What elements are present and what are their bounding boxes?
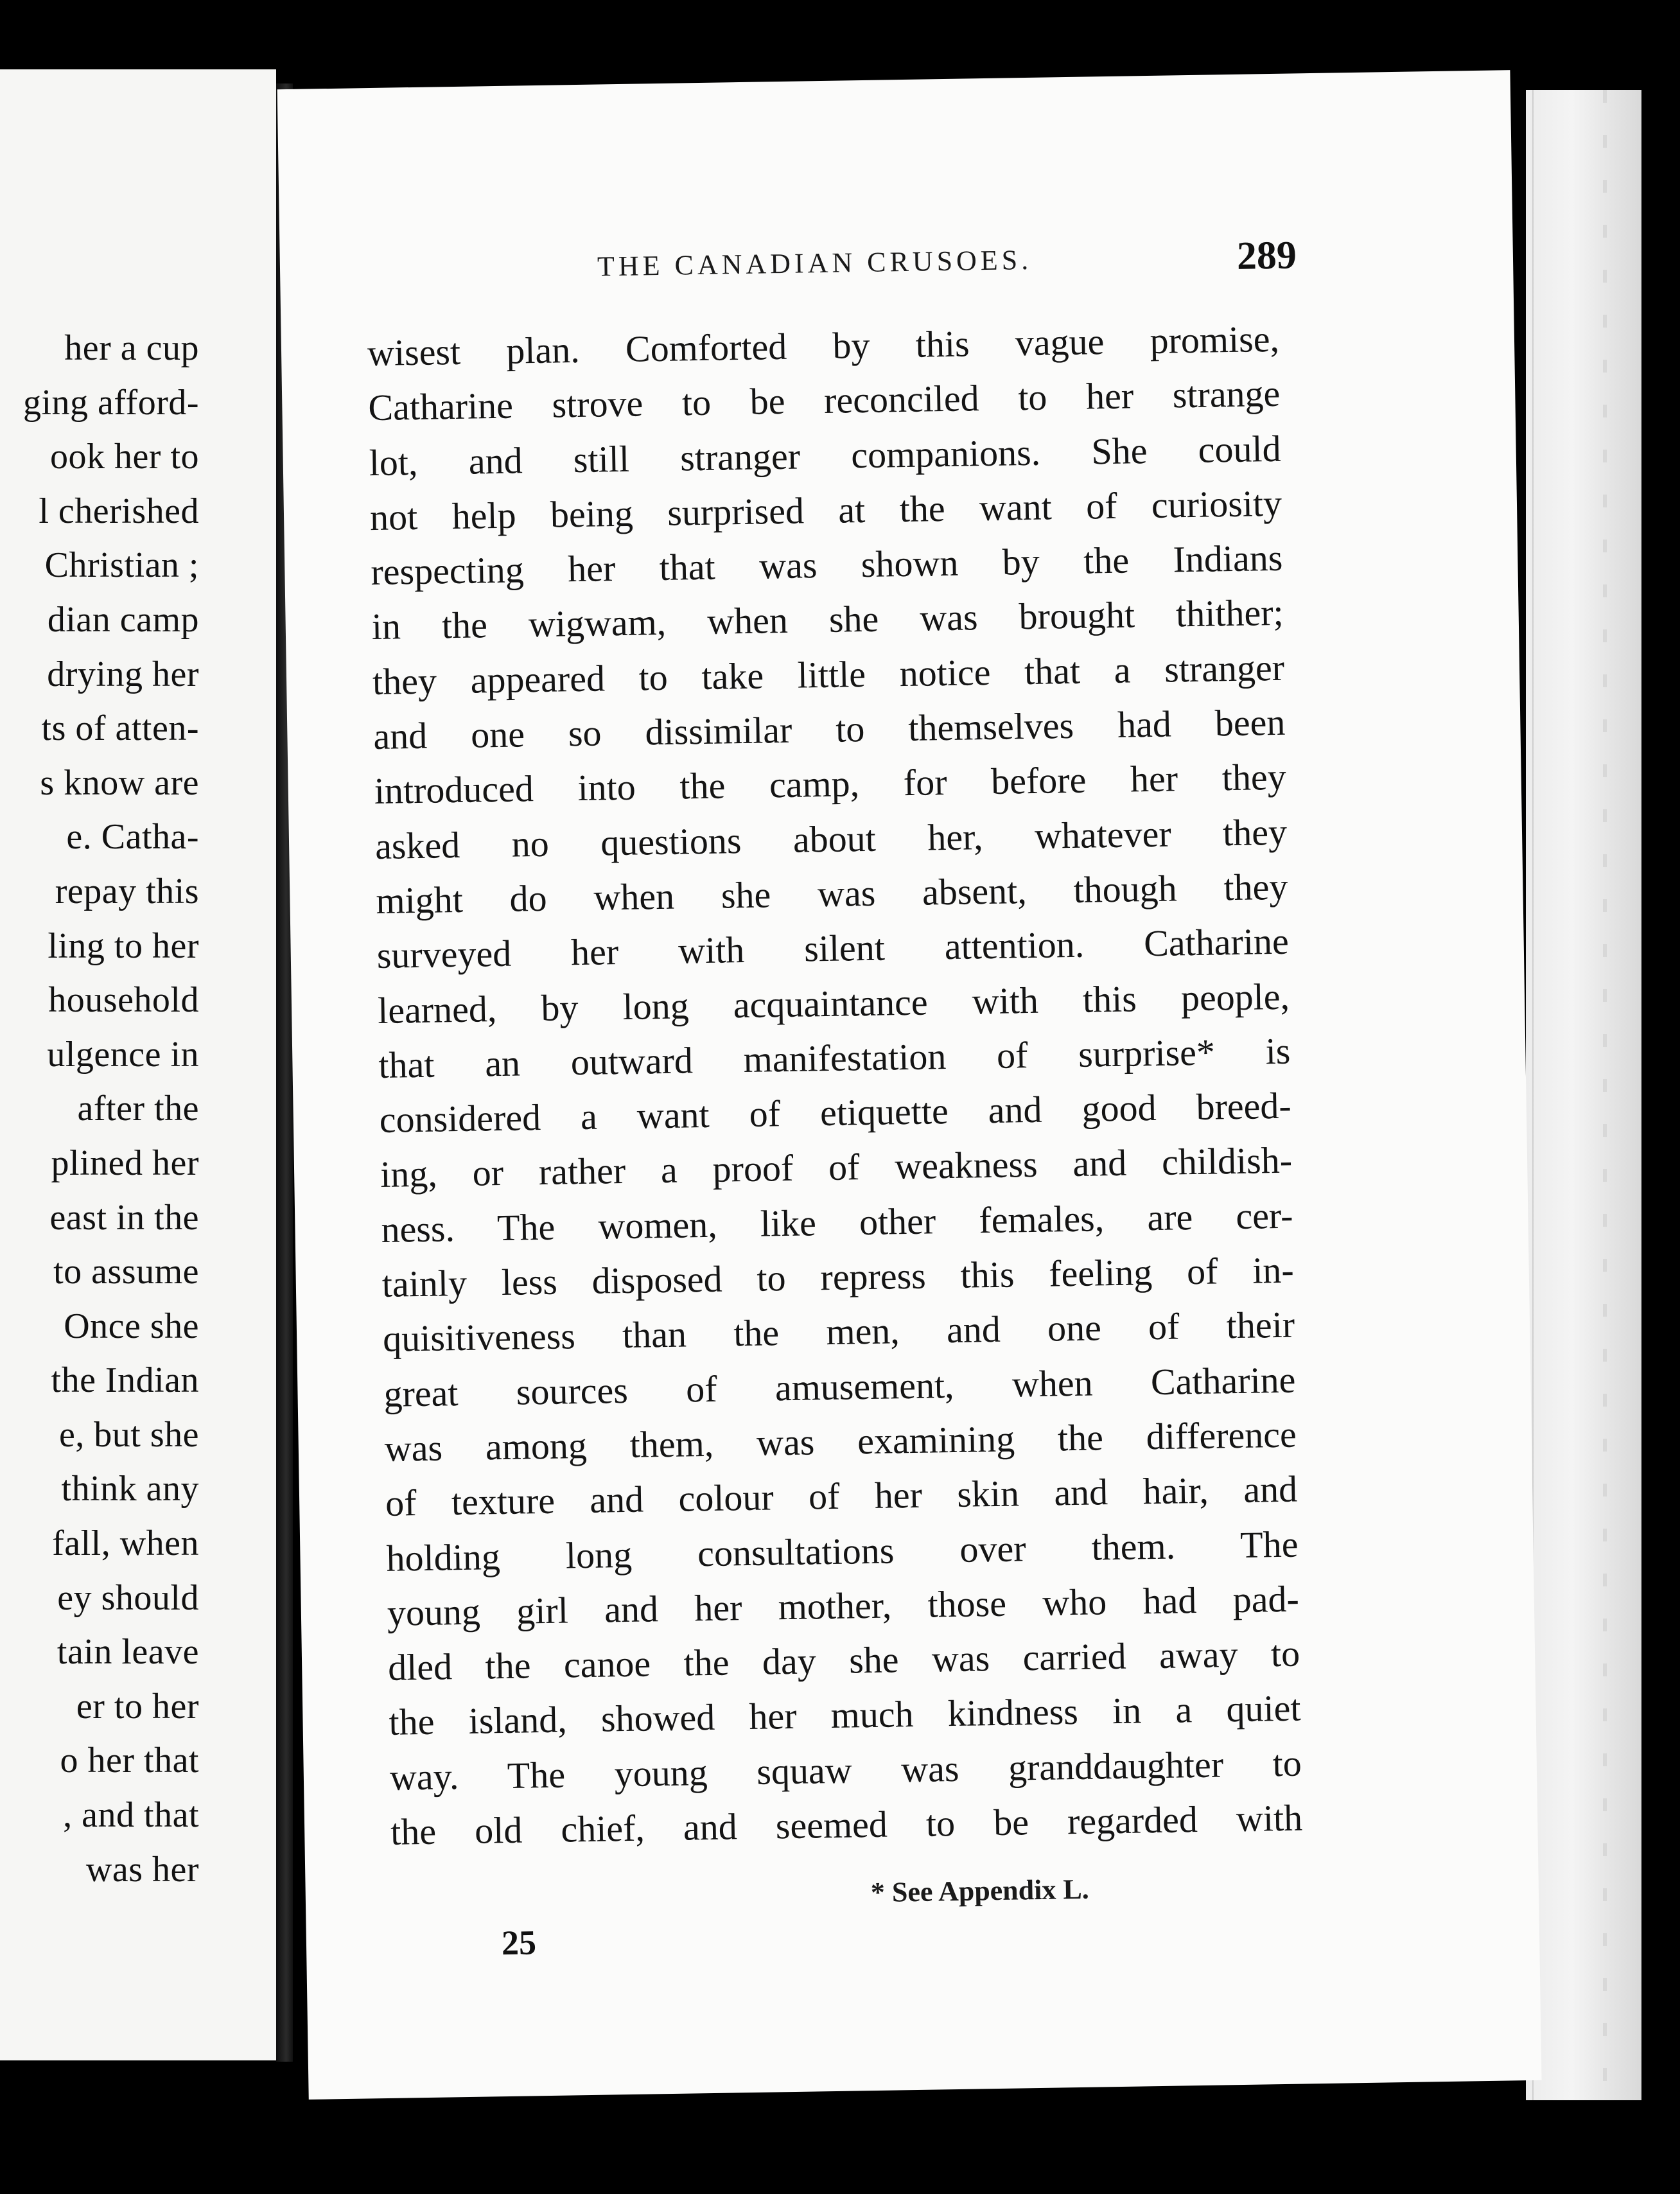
text-line: young girl and her mother, those who had pad- [387,1577,1300,1634]
left-page-line: think any [61,1469,199,1509]
left-page-line: her a cup [64,328,199,368]
left-page-line: drying her [47,654,199,694]
left-page-line: was her [85,1849,199,1890]
signature-mark: 25 [501,1923,537,1963]
left-page-line: ts of atten- [41,708,199,749]
text-line: introduced into the camp, for before her they [374,756,1287,812]
text-line: learned, by long acquaintance with this people, [377,975,1290,1031]
text-line: not help being surprised at the want of curiosity [369,482,1282,538]
text-line: surveyed her with silent attention. Catharine [376,920,1290,977]
right-page [277,70,1542,2100]
left-page-line: ey should [57,1577,199,1618]
text-line: tainly less disposed to repress this feeling of in- [381,1249,1295,1305]
left-page-line: after the [77,1089,199,1129]
left-page-line: s know are [40,762,199,803]
page-number: 289 [1236,233,1297,278]
running-head: THE CANADIAN CRUSOES. [597,243,1033,283]
left-page-line: Christian ; [44,545,199,586]
left-page-line: o her that [60,1741,199,1781]
page-edges [1526,90,1641,2100]
text-line: the old chief, and seemed to be regarded with [390,1796,1303,1853]
left-facing-page [0,69,276,2060]
left-page-line: Once she [64,1306,199,1346]
left-page-line: e. Catha- [66,817,199,857]
left-page-text-column [0,321,199,1897]
text-line: Catharine strove to be reconciled to her strange [367,373,1281,429]
left-page-line: ook her to [49,437,199,477]
text-line: way. The young squaw was granddaughter to [389,1742,1302,1798]
text-line: holding long consultations over them. The [386,1523,1299,1579]
text-line: asked no questions about her, whatever they [374,811,1288,867]
text-line: might do when she was absent, though they [375,865,1288,922]
left-page-line: plined her [51,1143,199,1183]
left-page-line: dian camp [47,599,199,640]
left-page-line: tain leave [57,1632,199,1672]
text-line: considered a want of etiquette and good breed- [379,1084,1292,1141]
text-line: the island, showed her much kindness in a quiet [389,1687,1301,1744]
text-line: great sources of amusement, when Catharine [383,1358,1296,1415]
left-page-line: household [48,980,199,1021]
left-page-line: to assume [53,1252,199,1292]
left-page-line: er to her [76,1686,199,1726]
left-page-line: east in the [49,1197,199,1238]
left-page-line: ulgence in [47,1034,199,1075]
left-page-line: fall, when [52,1523,199,1564]
text-line: was among them, was examining the difference [384,1413,1297,1470]
left-page-line: l cherished [39,491,199,531]
left-page-line: , and that [63,1795,199,1836]
text-line: in the wigwam, when she was brought thither; [371,592,1284,648]
left-page-line: the Indian [51,1360,199,1401]
text-line: of texture and colour of her skin and hair, and [385,1468,1298,1525]
text-line: and one so dissimilar to themselves had been [372,701,1286,758]
text-line: that an outward manifestation of surprise* is [378,1030,1291,1086]
text-line: wisest plan. Comforted by this vague promise, [367,317,1280,374]
text-line: ing, or rather a proof of weakness and childish- [380,1139,1293,1196]
left-page-line: ling to her [48,926,199,966]
text-line: respecting her that was shown by the Indians [370,536,1283,593]
text-line: they appeared to take little notice that a stranger [372,646,1285,703]
text-line: ness. The women, like other females, are cer- [381,1194,1293,1251]
text-line: lot, and still stranger companions. She could [369,427,1282,484]
body-text [367,312,1302,1859]
text-line: quisitiveness than the men, and one of their [382,1303,1295,1360]
text-line: dled the canoe the day she was carried away to [387,1632,1300,1689]
left-page-line: ging afford- [23,382,199,423]
left-page-line: repay this [55,871,199,911]
footnote: * See Appendix L. [870,1873,1090,1909]
left-page-line: e, but she [58,1414,199,1455]
